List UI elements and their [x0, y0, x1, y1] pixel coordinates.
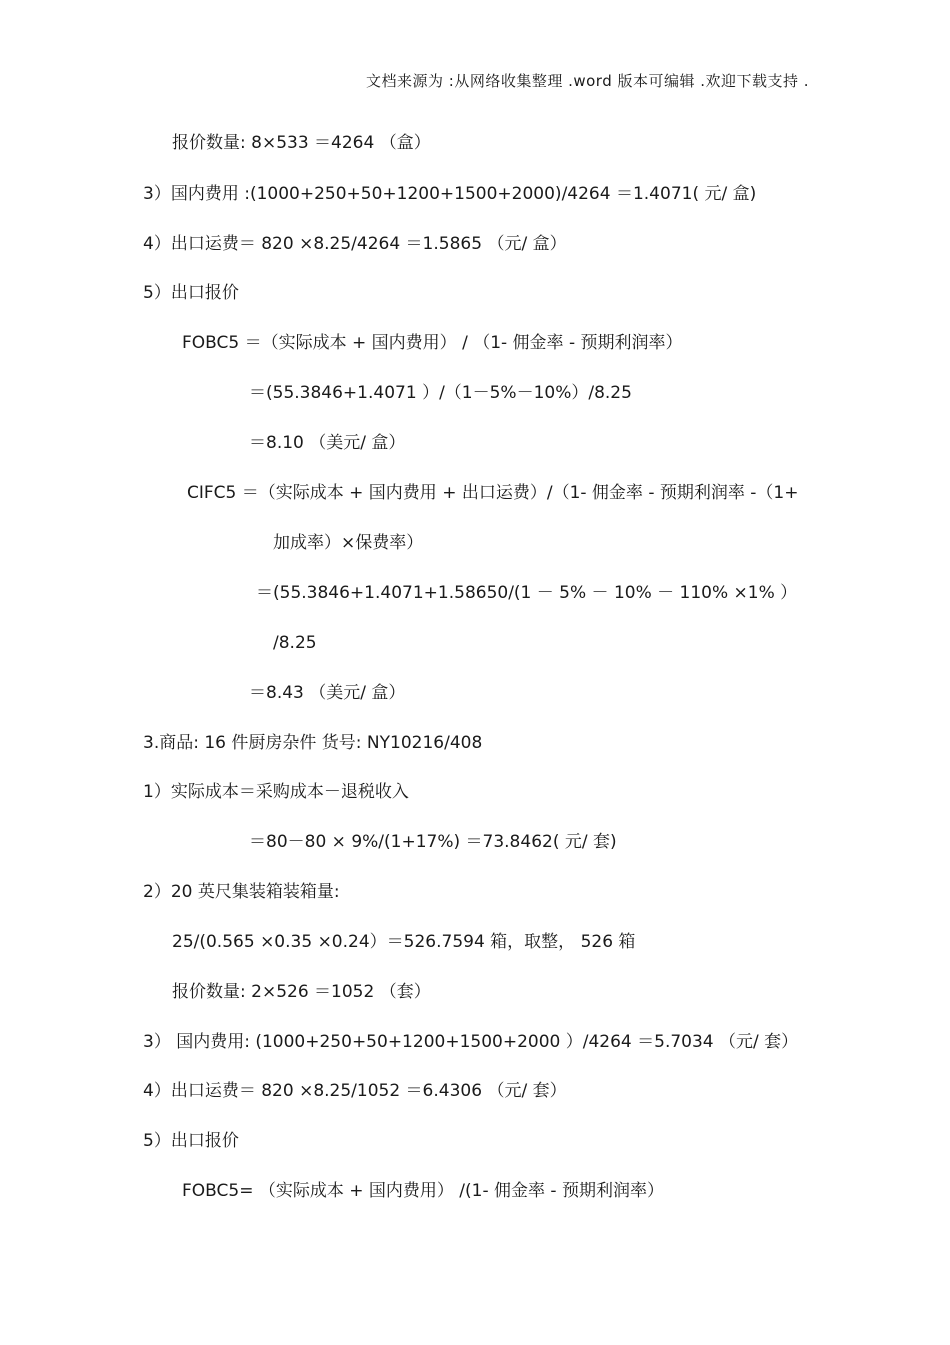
source-note: 文档来源为 :从网络收集整理 .word 版本可编辑 .欢迎下载支持 .	[366, 72, 810, 90]
text-line: 4）出口运费＝ 820 ×8.25/1052 ＝6.4306 （元/ 套）	[143, 1081, 567, 1101]
text-line: ＝8.43 （美元/ 盒）	[249, 683, 406, 703]
text-line: 25/(0.565 ×0.35 ×0.24）＝526.7594 箱，取整， 526 箱	[172, 932, 636, 952]
text-line: ＝80－80 × 9%/(1+17%) ＝73.8462( 元/ 套)	[249, 832, 617, 852]
text-line: 5）出口报价	[143, 1131, 239, 1151]
text-line: 报价数量: 8×533 ＝4264 （盒）	[172, 133, 431, 153]
text-line: 3.商品: 16 件厨房杂件 货号: NY10216/408	[143, 733, 483, 753]
text-line: 5）出口报价	[143, 283, 239, 303]
text-line: ＝8.10 （美元/ 盒）	[249, 433, 406, 453]
text-line: 报价数量: 2×526 ＝1052 （套）	[172, 982, 431, 1002]
text-line: CIFC5 ＝（实际成本 + 国内费用 + 出口运费）/（1- 佣金率 - 预期利润率 -（1+	[187, 483, 799, 503]
text-line: ＝(55.3846+1.4071 ）/（1－5%－10%）/8.25	[249, 383, 632, 403]
text-line: 3）国内费用 :(1000+250+50+1200+1500+2000)/4264 ＝1.4071( 元/ 盒)	[143, 184, 757, 204]
text-line: 2）20 英尺集装箱装箱量:	[143, 882, 340, 902]
text-line: 加成率）×保费率）	[273, 533, 424, 553]
text-line: 3） 国内费用: (1000+250+50+1200+1500+2000 ）/4264 ＝5.7034 （元/ 套）	[143, 1032, 799, 1052]
text-line: FOBC5 ＝（实际成本 + 国内费用） / （1- 佣金率 - 预期利润率）	[182, 333, 683, 353]
text-line: ＝(55.3846+1.4071+1.58650/(1 － 5% － 10% － 110% ×1% ）	[256, 583, 798, 603]
text-line: FOBC5= （实际成本 + 国内费用） /(1- 佣金率 - 预期利润率）	[182, 1181, 664, 1201]
text-line: /8.25	[273, 633, 317, 653]
text-line: 1）实际成本＝采购成本－退税收入	[143, 782, 409, 802]
text-line: 4）出口运费＝ 820 ×8.25/4264 ＝1.5865 （元/ 盒）	[143, 234, 567, 254]
